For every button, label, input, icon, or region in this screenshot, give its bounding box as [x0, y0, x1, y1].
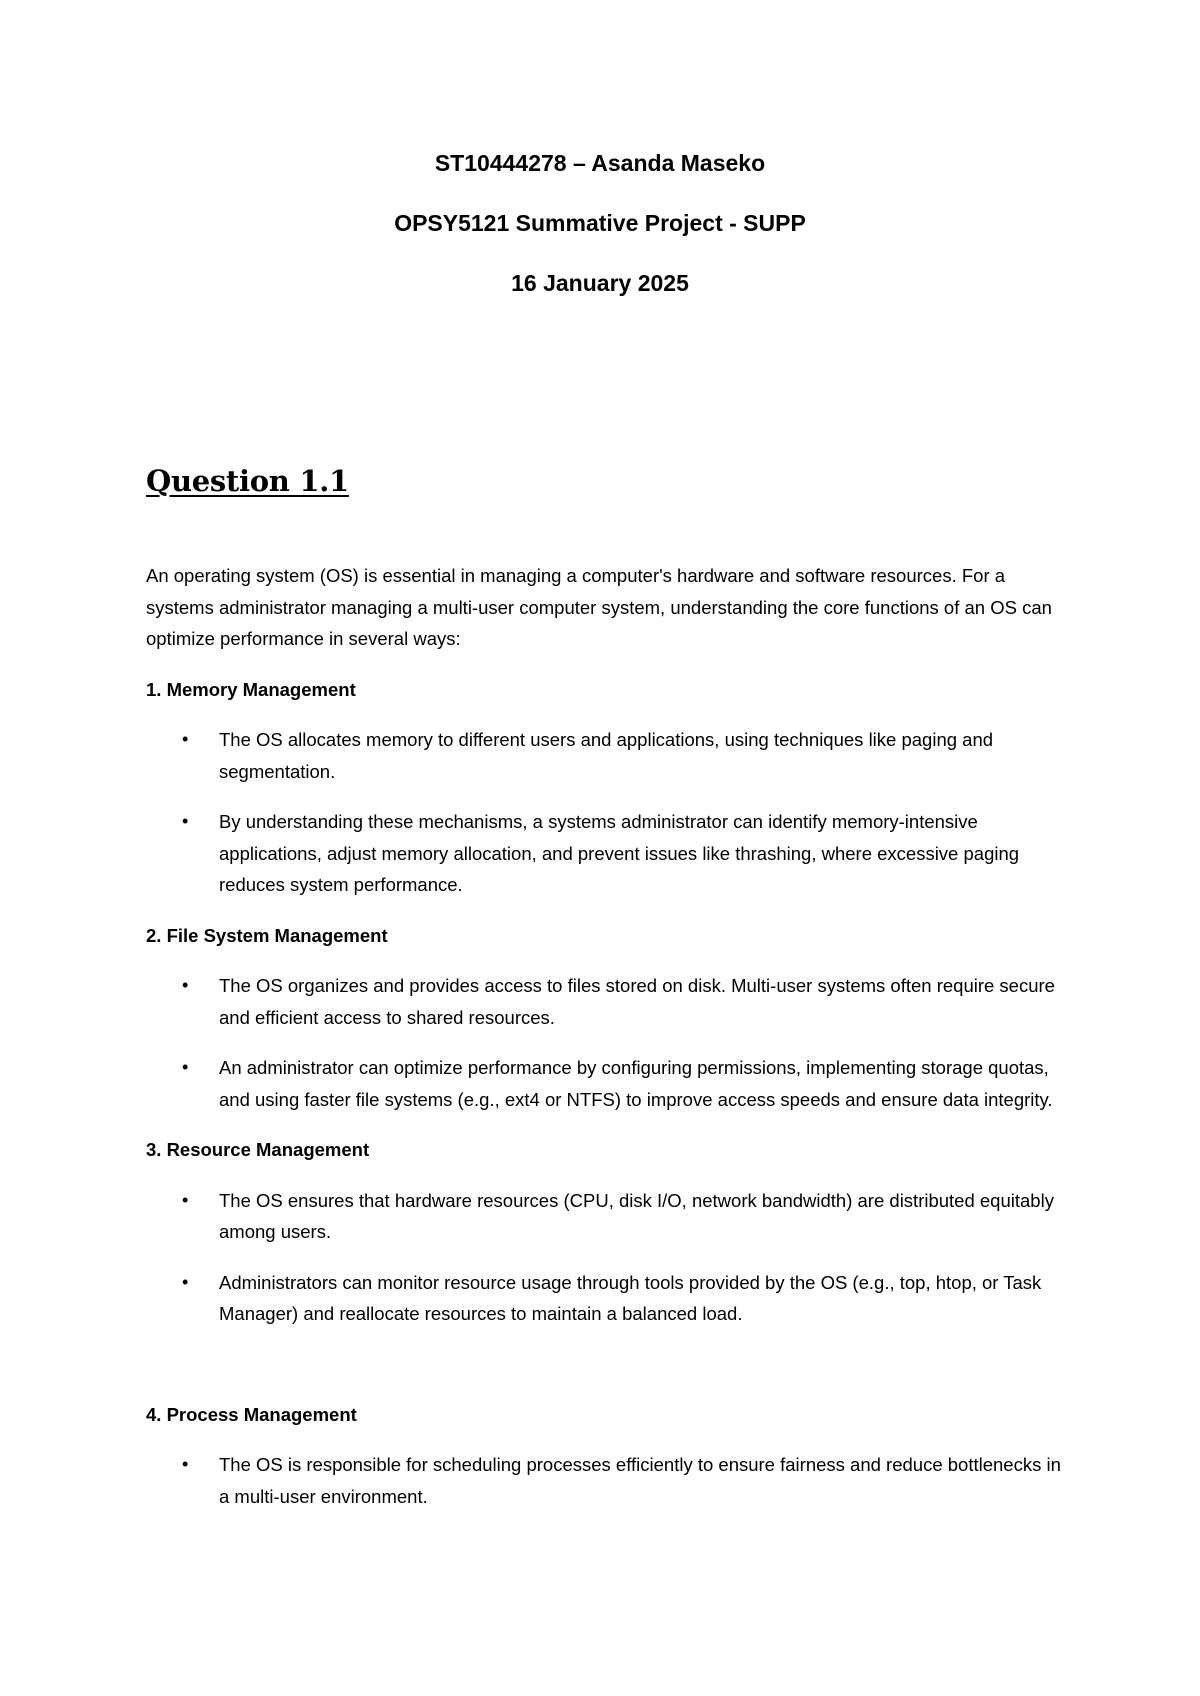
- bullet-text: The OS is responsible for scheduling processes efficiently to ensure fairness and reduce bottlenecks in a multi-user environment.: [219, 1454, 1061, 1507]
- section-heading-memory: 1. Memory Management: [146, 678, 356, 700]
- bullet-icon: •: [182, 1189, 189, 1210]
- bullet-icon: •: [182, 1057, 189, 1077]
- section-heading-file-system: 2. File System Management: [146, 924, 388, 946]
- list-item: [146, 724, 1066, 787]
- list-item: [146, 1052, 1066, 1115]
- document-date: 16 January 2025: [511, 270, 689, 296]
- bullet-icon: •: [182, 729, 189, 749]
- bullet-icon: •: [182, 811, 189, 831]
- bullet-text: The OS allocates memory to different users and applications, using techniques like paging and segmentation.: [219, 729, 994, 782]
- list-item: [146, 1449, 1066, 1512]
- list-item: [146, 970, 1066, 1033]
- bullet-list: [146, 1449, 1066, 1512]
- list-item: [146, 1185, 1066, 1248]
- bullet-text: The OS organizes and provides access to files stored on disk. Multi-user systems often require secure and efficient access to shared resources.: [219, 975, 1055, 1028]
- question-body: [146, 560, 1066, 1531]
- list-item: [146, 1267, 1066, 1330]
- student-id-name: ST10444278 – Asanda Maseko: [434, 150, 766, 176]
- bullet-text: The OS ensures that hardware resources (CPU, disk I/O, network bandwidth) are distributed equitably among users.: [219, 1189, 1054, 1242]
- bullet-list: [146, 724, 1066, 901]
- bullet-text: Administrators can monitor resource usage through tools provided by the OS (e.g., top, htop, or Task Manager) and reallocate resources to maintain a balanced load.: [219, 1271, 1042, 1324]
- bullet-icon: •: [182, 1271, 189, 1292]
- list-item: [146, 806, 1066, 901]
- bullet-text: An administrator can optimize performance by configuring permissions, implementing storage quotas, and using faster file systems (e.g., ext4 or NTFS) to improve access speeds and ensure data integrity.: [219, 1057, 1053, 1110]
- section-spacer: [146, 1349, 1066, 1399]
- intro-paragraph: An operating system (OS) is essential in managing a computer's hardware and software resources. For a systems administrator managing a multi-user computer system, understanding the core functions of an OS can optimize performance in several ways:: [146, 565, 1052, 649]
- project-title: OPSY5121 Summative Project - SUPP: [394, 210, 806, 236]
- bullet-icon: •: [182, 975, 189, 995]
- section-heading-process: 4. Process Management: [146, 1403, 357, 1425]
- bullet-list: [146, 970, 1066, 1115]
- bullet-text: By understanding these mechanisms, a systems administrator can identify memory-intensive applications, adjust memory allocation, and prevent issues like thrashing, where excessive paging reduces system performance.: [219, 811, 1020, 895]
- section-heading-resource: 3. Resource Management: [146, 1139, 370, 1160]
- bullet-icon: •: [182, 1454, 189, 1474]
- bullet-list: [146, 1185, 1066, 1330]
- question-heading: Question 1.1: [146, 464, 349, 498]
